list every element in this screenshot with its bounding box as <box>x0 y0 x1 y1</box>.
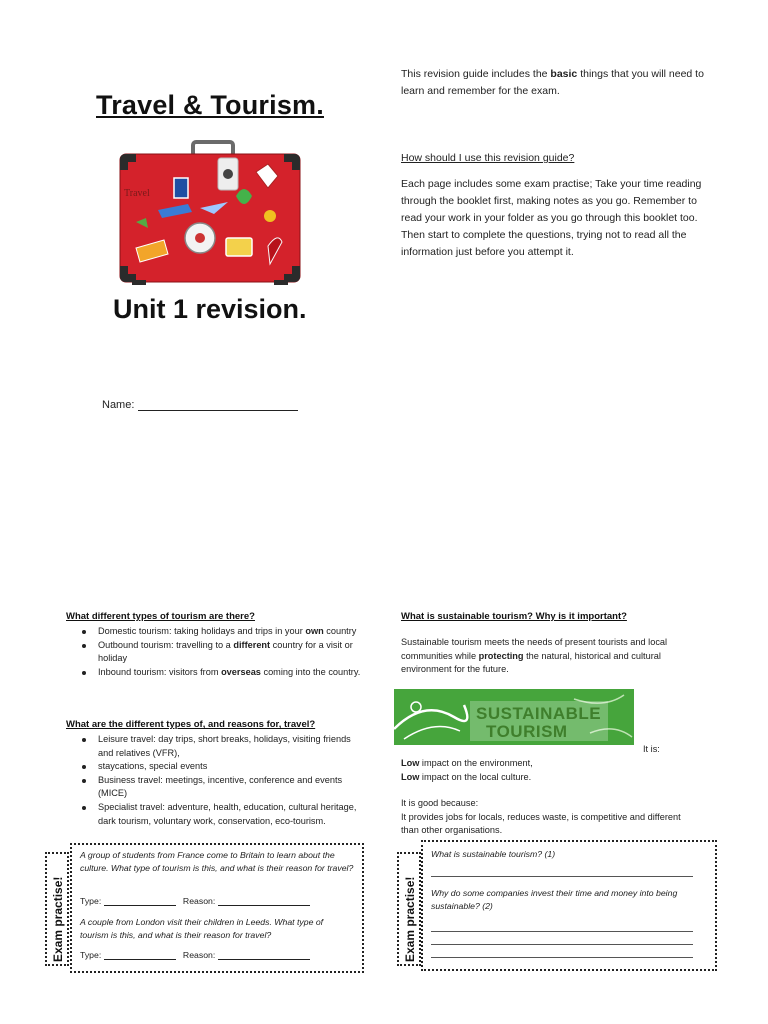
howto-heading: How should I use this revision guide? <box>401 152 575 164</box>
list-item: Specialist travel: adventure, health, education, cultural heritage, dark tourism, voluntary work, conservation, eco-tourism. <box>66 801 366 828</box>
good-text: It provides jobs for locals, reduces waste, is competitive and different than other organisations. <box>401 811 681 836</box>
impact-env: Low impact on the environment, <box>401 758 533 768</box>
type-blank[interactable] <box>104 897 176 906</box>
types-section <box>66 611 366 679</box>
types-heading: What different types of tourism are there? <box>66 611 255 622</box>
list-item: Leisure travel: day trips, short breaks, holidays, visiting friends and relatives (VFR), <box>66 733 366 760</box>
intro-bold: basic <box>550 68 578 80</box>
list-item: Domestic tourism: taking holidays and trips in your own country <box>66 625 366 639</box>
list-item: staycations, special events <box>66 760 366 774</box>
sustainable-tourism-banner <box>394 689 634 745</box>
question-1: What is sustainable tourism? (1) <box>431 849 556 859</box>
page-title: Travel & Tourism. <box>96 90 324 120</box>
unit-title: Unit 1 revision. <box>113 294 307 324</box>
answer-line[interactable] <box>431 957 693 958</box>
suitcase-image <box>118 140 302 286</box>
reason-blank[interactable] <box>218 951 310 960</box>
name-field[interactable] <box>102 399 298 411</box>
answer-line[interactable] <box>431 944 693 945</box>
good-heading: It is good because: <box>401 798 479 808</box>
reasons-heading: What are the different types of, and reasons for, travel? <box>66 719 316 730</box>
howto-text: Each page includes some exam practise; Take your time reading through the booklet first, making notes as you go. Remember to read your work in your folder as you go through this booklet too. Then start to complete the questions, trying not to read all the information just before you attempt it. <box>401 178 702 258</box>
type-blank[interactable] <box>104 951 176 960</box>
sustainable-heading: What is sustainable tourism? Why is it important? <box>401 611 627 622</box>
list-item: Business travel: meetings, incentive, conference and events (MICE) <box>66 774 366 801</box>
question-1: A group of students from France come to Britain to learn about the culture. What type of tourism is this, and what is their reason for travel? <box>80 850 354 873</box>
name-label: Name: <box>102 399 135 411</box>
exam-label: Exam practise! <box>403 876 417 962</box>
exam-label: Exam practise! <box>51 876 65 962</box>
banner-line-2: TOURISM <box>486 722 568 741</box>
svg-text:Travel: Travel <box>124 188 150 199</box>
impact-culture: Low impact on the local culture. <box>401 771 532 782</box>
answer-row-2[interactable]: Type: Reason: <box>80 950 310 960</box>
reasons-section <box>66 719 366 828</box>
list-item: Inbound tourism: visitors from overseas coming into the country. <box>66 666 366 680</box>
sustainable-text: Sustainable tourism meets the needs of present tourists and local communities while protecting the natural, historical and cultural environment for the future. <box>401 637 668 675</box>
answer-row-1[interactable]: Type: Reason: <box>80 896 310 906</box>
reason-blank[interactable] <box>218 897 310 906</box>
question-2: Why do some companies invest their time and money into being sustainable? (2) <box>431 888 678 911</box>
impact-list <box>401 757 701 784</box>
question-2: A couple from London visit their children in Leeds. What type of tourism is this, and what is their reason for travel? <box>80 917 324 940</box>
answer-line[interactable] <box>431 931 693 932</box>
exam-practice-box <box>70 843 364 973</box>
banner-line-1: SUSTAINABLE <box>476 704 602 723</box>
exam-practice-box <box>421 840 717 971</box>
it-is-label: It is: <box>643 744 660 754</box>
name-blank[interactable] <box>138 400 298 411</box>
intro-text: This revision guide includes the basic things that you will need to learn and remember for the exam. <box>401 68 704 97</box>
answer-line[interactable] <box>431 876 693 877</box>
list-item: Outbound tourism: travelling to a different country for a visit or holiday <box>66 639 366 666</box>
good-because <box>401 797 701 838</box>
